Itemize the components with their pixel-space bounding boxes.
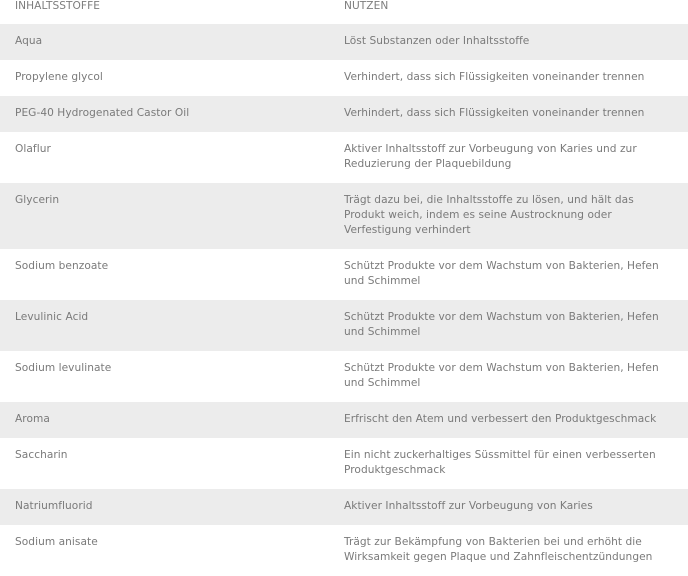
benefit-cell: Verhindert, dass sich Flüssigkeiten voneinander trennen — [344, 71, 645, 83]
table-row — [0, 525, 688, 576]
table-row — [0, 24, 688, 60]
benefit-cell: Schützt Produkte vor dem Wachstum von Bakterien, Hefen und Schimmel — [344, 311, 659, 338]
table-row — [0, 402, 688, 438]
ingredient-cell: Aqua — [15, 35, 43, 47]
column-header-ingredients: INHALTSSTOFFE — [15, 0, 100, 12]
table-row — [0, 96, 688, 132]
ingredient-cell: Sodium benzoate — [15, 260, 109, 272]
table-row — [0, 489, 688, 525]
benefit-cell: Löst Substanzen oder Inhaltsstoffe — [344, 35, 530, 47]
table-row — [0, 351, 688, 402]
ingredient-cell: Sodium levulinate — [15, 362, 112, 374]
benefit-cell: Trägt zur Bekämpfung von Bakterien bei und erhöht die Wirksamkeit gegen Plaque und Zahnfleischentzündungen — [344, 536, 653, 563]
column-header-benefit: NUTZEN — [344, 0, 389, 12]
ingredient-cell: Aroma — [15, 413, 50, 425]
ingredient-cell: PEG-40 Hydrogenated Castor Oil — [15, 107, 190, 119]
benefit-cell: Schützt Produkte vor dem Wachstum von Bakterien, Hefen und Schimmel — [344, 362, 659, 389]
benefit-cell: Erfrischt den Atem und verbessert den Produktgeschmack — [344, 413, 657, 425]
benefit-cell: Verhindert, dass sich Flüssigkeiten voneinander trennen — [344, 107, 645, 119]
benefit-cell: Ein nicht zuckerhaltiges Süssmittel für einen verbesserten Produktgeschmack — [344, 449, 656, 476]
benefit-cell: Schützt Produkte vor dem Wachstum von Bakterien, Hefen und Schimmel — [344, 260, 659, 287]
benefit-cell: Aktiver Inhaltsstoff zur Vorbeugung von Karies und zur Reduzierung der Plaquebildung — [344, 143, 637, 170]
benefit-cell: Aktiver Inhaltsstoff zur Vorbeugung von Karies — [344, 500, 593, 512]
table-header-row — [0, 0, 688, 24]
table-row — [0, 132, 688, 183]
ingredient-cell: Propylene glycol — [15, 71, 103, 83]
table-row — [0, 60, 688, 96]
benefit-cell: Trägt dazu bei, die Inhaltsstoffe zu lösen, und hält das Produkt weich, indem es seine Austrocknung oder Verfestigung verhindert — [344, 194, 634, 236]
table-row — [0, 438, 688, 489]
table-row — [0, 300, 688, 351]
ingredient-cell: Glycerin — [15, 194, 60, 206]
table-row — [0, 183, 688, 249]
ingredient-cell: Natriumfluorid — [15, 500, 93, 512]
ingredient-cell: Saccharin — [15, 449, 68, 461]
ingredient-cell: Sodium anisate — [15, 536, 98, 548]
table-row — [0, 249, 688, 300]
ingredient-cell: Levulinic Acid — [15, 311, 89, 323]
ingredient-cell: Olaflur — [15, 143, 51, 155]
